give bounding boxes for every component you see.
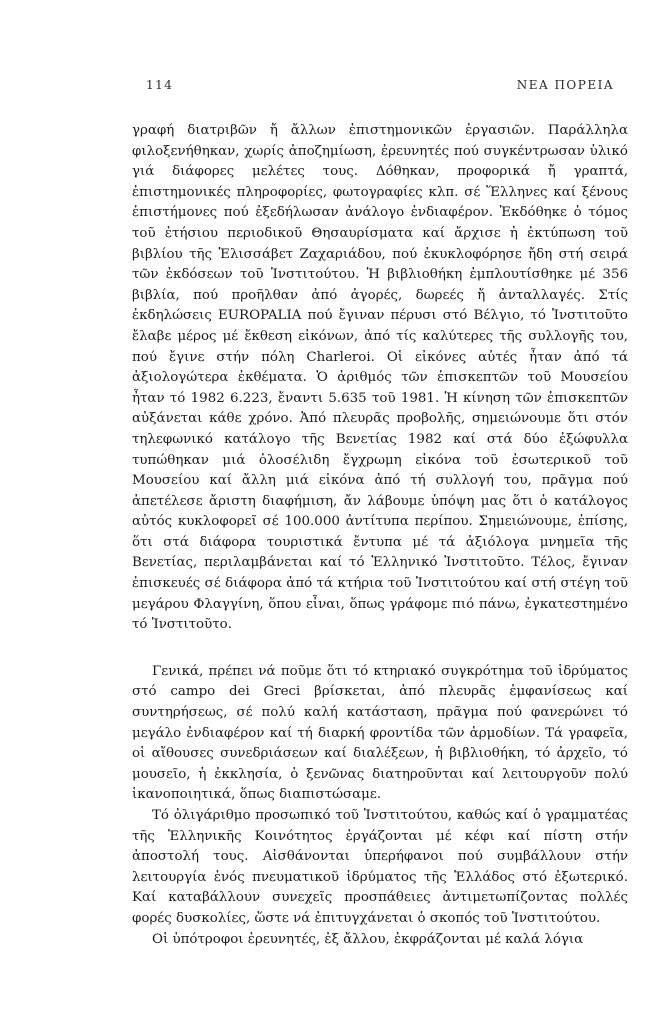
page-body	[132, 121, 628, 950]
paragraph: Τό ὀλιγάριθμο προσωπικό τοῦ Ἰνστιτούτου, καθώς καί ὁ γραμματέας τῆς Ἑλληνικῆς Κοινότητος ἐργάζονται μέ κέφι καί πίστη στήν ἀποστολή τους. Αἰσθάνονται ὑπερήφανοι πού συμβάλλουν στήν λειτουργία ἑνός πνευματικοῦ ἱδρύματος τῆς Ἑλλάδος στό ἐξωτερικό. Καί καταβάλλουν συνεχεῖς προσπάθειες ἀντιμετωπίζοντας πολλές φορές δυσκολίες, ὥστε νά ἐπιτυγχάνεται ὁ σκοπός τοῦ Ἰνστιτούτου.	[132, 808, 628, 926]
journal-title: ΝΕΑ ΠΟΡΕΙΑ	[516, 78, 614, 92]
paragraph: Οἱ ὑπότροφοι ἐρευνητές, ἐξ ἄλλου, ἐκφράζονται μέ καλά λόγια	[152, 931, 584, 947]
page-number: 114	[146, 78, 174, 92]
running-header	[146, 78, 614, 92]
paragraph: Γενικά, πρέπει νά ποῦμε ὅτι τό κτηριακό συγκρότημα τοῦ ἱδρύματος στό campo dei Greci βρίσκεται, ἀπό πλευρᾶς ἐμφανίσεως καί συντηρήσεως, σέ πολύ καλή κατάσταση, πρᾶγμα πού φανερώνει τό μεγάλο ἐνδιαφέρον καί τή διαρκή φροντίδα τῶν ἁρμοδίων. Τά γραφεῖα, οἱ αἴθουσες συνεδριάσεων καί διαλέξεων, ἡ βιβλιοθήκη, τό ἀρχεῖο, τό μουσεῖο, ἡ ἐκκλησία, ὁ ξενῶνας διατηροῦνται καί λειτουργοῦν πολύ ἱκανοποιητικά, ὅπως διαπιστώσαμε.	[132, 663, 628, 803]
paragraph: γραφή διατριβῶν ἤ ἄλλων ἐπιστημονικῶν ἐργασιῶν. Παράλληλα φιλοξενήθηκαν, χωρίς ἀποζημίωση, ἐρευνητές πού συγκέντρωσαν ὑλικό γιά διάφορες μελέτες τους. Δόθηκαν, προφορικά ἤ γραπτά, ἐπιστημονικές πληροφορίες, φωτογραφίες κλπ. σέ Ἕλληνες καί ξένους ἐπιστήμονες πού ἐξεδήλωσαν ἀνάλογο ἐνδιαφέρον. Ἐκδόθηκε ὁ τόμος τοῦ ἐτήσιου περιοδικοῦ Θησαυρίσματα καί ἄρχισε ἡ ἐκτύπωση τοῦ βιβλίου τῆς Ἐλισσάβετ Ζαχαριάδου, πού ἐκυκλοφόρησε ἤδη στή σειρά τῶν ἐκδόσεων τοῦ Ἰνστιτούτου. Ἡ βιβλιοθήκη ἐμπλουτίσθηκε μέ 356 βιβλία, πού προῆλθαν ἀπό ἀγορές, δωρεές ἤ ἀνταλλαγές. Στίς ἐκδηλώσεις EUROPALIA πού ἔγιναν πέρυσι στό Βέλγιο, τό Ἰνστιτοῦτο ἔλαβε μέρος μέ ἔκθεση εἰκόνων, ἀπό τίς καλύτερες τῆς συλλογῆς του, πού ἔγινε στήν πόλη Charleroi. Οἱ εἰκόνες αὐτές ἦταν ἀπό τά ἀξιολογώτερα ἐκθέματα. Ὁ ἀριθμός τῶν ἐπισκεπτῶν τοῦ Μουσείου ἦταν τό 1982 6.223, ἔναντι 5.635 τοῦ 1981. Ἡ κίνηση τῶν ἐπισκεπτῶν αὐξάνεται κάθε χρόνο. Ἀπό πλευρᾶς προβολῆς, σημειώνουμε ὅτι στόν τηλεφωνικό κατάλογο τῆς Βενετίας 1982 καί στά δύο ἐξώφυλλα τυπώθηκαν μιά ὁλοσέλιδη ἔγχρωμη εἰκόνα τοῦ ἐσωτερικοῦ τοῦ Μουσείου καί ἄλλη μιά εἰκόνα ἀπό τή συλλογή του, πρᾶγμα πού ἀπετέλεσε ἄριστη διαφήμιση, ἄν λάβουμε ὑπόψη μας ὅτι ὁ κατάλογος αὐτός κυκλοφορεῖ σέ 100.000 ἀντίτυπα περίπου. Σημειώνουμε, ἐπίσης, ὅτι στά διάφορα τουριστικά ἔντυπα μέ τά ἀξιόλογα μνημεῖα τῆς Βενετίας, περιλαμβάνεται καί τό Ἑλληνικό Ἰνστιτοῦτο. Τέλος, ἔγιναν ἐπισκευές σέ διάφορα ἀπό τά κτήρια τοῦ Ἰνστιτούτου καί στή στέγη τοῦ μεγάρου Φλαγγίνη, ὅπου εἶναι, ὅπως γράφομε πιό πάνω, ἐγκατεστημένο τό Ἰνστιτοῦτο.	[132, 123, 628, 633]
